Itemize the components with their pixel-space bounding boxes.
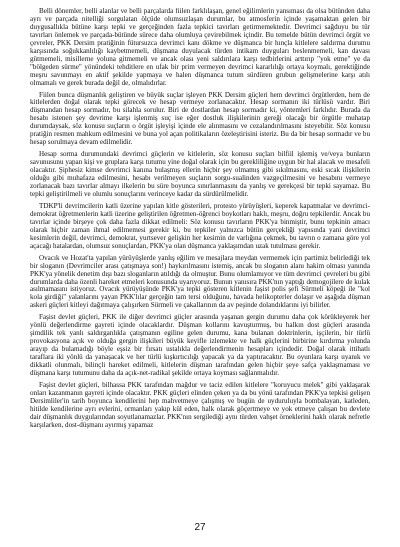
paragraph-1: Belli dönemler, belli alanlar ve belli parçalarda fiilen farklılaşan, genel eğilimlerin yansıması da olsa bütünden daha ayrı ve parçada nitelliği sorgulatan ölçüde olumsuzlaşan durumlar, bu atmosferin içinde yaşamaktan gelen bir duygusallıkla bütüne karşı tepki ve gerçeğinden fazla tepkici tavırları getirmemektedir. Devrimci sağduyu bu tür tavırları önlemek ve parçada-bütünde sürece daha olumluya çevirebilmek içindir. Bu temelde bütün devrimci örgüt ve çevreler, PKK Dersim pratiğinin fütursuzca devrimci kanı dökme ve düşmanca bir hınçla kitlelere saldırma durumu karşısında soğukkanlılığı kaybetmemeli, düşmana duyulacak türden intikam duyguları beslenmemeli, kan davası gütmemeli, misillerne yoluna gitmemeli ve ancak olası yeni saldırılara karşı tedbirlerini arttırıp "yok etme" ye da "bölgeden sürme" yönündeki tehditlere en ufak bir prim vermeyen devrimci kararlılığı ortaya koymalı, gerektiğinde meşru savunmayı en aktif şekilde yapmaya ve halen düşmanca tutum sürdüren grubun gelişmelerine karşı atılı olmamalı ve gerek burada değil de, olmalıdırlar. bbox=[30, 8, 370, 87]
document-page bbox=[30, 8, 370, 520]
paragraph-7: Faşist devlet güçleri, bilhassa PKK tarafından mağdur ve taciz edilen kitlelere "koruyucu melek" gibi yaklaşarak onları kazanmanın gayreti içinde olacaktır. PKK güçleri elinden çeken ya da bu yönü tarafından PKK'ya tepkisi gelişen Dersimliler'in tarih boyunca kendilerini hep mahvetmeye çalışmış ve bugün de uyduruluyla bombalayan, katleden, hitilde kendilerine ayrı evlerini, ormanları yakıp kül eden, halk olarak göçertmeye ve yok etmeye çalışan bu devlete dair düşmanlık duygularından soyutlanamazlar. PKK'nın sergilediği aynı türden vahşet örneklerini haklı olarak nefretle karşılarken, dost-düşmanı ayırmış yapamaz bbox=[30, 380, 370, 429]
paragraph-5: Ovacık ve Hozat'ta yapılan yürüyüşlerde yanlış eğilim ve mesajlara meydan vermemek için partimiz belirlediği tek bir sloganın (Devrimciler arası çatışmaya son!) haykırılmasını istemiş, ancak bu sloganın alanı hakim olması yanında PKK'ya yönelik denetim dışı bazı sloganların atıldığı da olmuştur. Bunu olumlamıyor ve tüm devrimci çevreleri bu gibi durumlarda daha özenli hareket etmeleri konusunda uyarıyoruz. Bunun yanısıra PKK'nın yaptığı demogojilere de kulak asılmamasını istiyoruz. Ovacık yürüyüşünde PKK'ya tepki gösteren kitlenin faşist polis şefi Sürmeli köpeği ile "kol kola girdiği" yalanlarını yayan PKK'lılar gerçeğin tam tersi olduğunu, havada helikopterler dolaşır ve aşağıda düşman askeri güçleri kitleyi dağıtmaya çalışırken Sürmeli ve çakallarının da av peşinde dolandıklarını iyi bilirler. bbox=[30, 253, 370, 310]
page-number: 27 bbox=[194, 522, 206, 533]
paragraph-4: TDKP'li devrimcilerin katli üzerine yapılan kitle gösterileri, protesto yürüyüşleri, keperek kapatmalar ve devrimci-demokrat öğretmenlerin katli üzerine geliştirilen öğretmen-öğrenci boykotları haklı, meşru, doğru tepkilerdir. Ancak bu tavırlar içinde birşeye çok daha fazla dikkat edilmeli: Söz konusu tavırların PKK'ya binmiştir, bunu tepkinin amacı olarak hiçbir zaman ihmal edilmemesi gerekir ki, bu tepkiler yalnızca bütün gerçekliği yapısında yani devrimci kesimlerin değil, devrimci, demokrat, yurtsever gelişkin her kesimin de varlığına çekmek, bu tavrın o zamana göre yol açacağı hatalardan, olumsuz sonuçlardan, PKK'ya olan düşmanca yaklaşımdan uzak tutulması gerekir. bbox=[30, 201, 370, 250]
paragraph-6: Faşist devlet güçleri, PKK ile diğer devrimci güçler arasında yaşanan gergin durumu daha çok körükleyerek her yönlü değerlendirme gayreti içinde olacaklardır. Düşman kollarını kavuşturmuş, bu halkın dost güçleri arasında şimdilik tek yanlı saldırganlıkla çatışmanın egiline gelen durumu, kana bulanan doktrinlerin, işçilerin, bir türlü provokasyona açık ve olduğa gergin ilişkileri büyük keyifle izlemekte ve halk güçlerini birbirine kırdırma yolunda arayıp da bulamadığı böyle eşsiz bir fırsatı ustalıkla değerlendirmenin hesapları içindedir. Doğal olarak ittihatlı taraflara iki yönlü da yanaşacak ve her türlü kışkırtıcılığı yapacak ya da yaptıracaktır. Bu oyunlara karşı uyanık ve dikkatli olunmalı, bilinçli hareket edilmeli, kitlelerin düşman tarafından gelen hiçbir şeye safça yaklaşmaması ve düşmana karşı tutumunu daha da açık-net-radikal şekilde ortaya koyması sağlanmalıdır. bbox=[30, 313, 370, 377]
paragraph-2: Fiilen bunca düşmanlık geliştiren ve büyük suçlar işleyen PKK Dersim güçleri hem devrimci örgütlerden, hem de kitlelerden doğal olarak tepki görecek ve hesap vermeye zorlanacaktır. Hesap sormanın iki türlüsü vardır. Biri düşmandan hesap sormadır, bu silahla sorulur. Biri de dostlardan hesap sormadır ki, yöntemleri farklıdır. Burada da hesabı istenen şey devrime karşı işlenmiş suç ise eğer dostluk ilişkilerinin gereği olacağı bir örgütle muhatap durumdaysak, söz konusu suçların o örgüt işleyişi içinde ele alınmasını ve cezalandırılmasını isteyebilir. Söz konusu pratiğin resmen mahkum edilmesini ve buna yol açan politikaların özeleştirisini isteriz. Bu da bir hesap sormadır ve bu hesap sorulmaya devam edilmelidir. bbox=[30, 90, 370, 147]
paragraph-3: Hesap sorma durumundaki devrimci güçlerin ve kitlelerin, söz konusu suçları bilfiil işlemiş ve/veya bunların savunusunu yapan kişi ve gruplara karşı tutumu yine doğal olarak için bu gerekliliğine uygun bir hal alacak ve mesafeli olacaktır. Şiphesiz kimse devrimci kanına bulaşmış ellerin hiçbir şey olmamış gibi sıkılmasını, eski sıcak ilişkilerin olduğu gibi muhafaza edilmesini, hesabı verilmeyen suçların sorgu-sualinden vazgeçilmesini ve hesabını vermeye zorlanacak bazı tavırlar almayı ilkelerin bu süre boyunca sınırlanmasını da yanlış ve gerekçesi bir tepki sayamaz. Bu tepki geliştirilmeli ve olumlu sonuçlarını verinceye kadar da sürdürülmelidir. bbox=[30, 150, 370, 198]
